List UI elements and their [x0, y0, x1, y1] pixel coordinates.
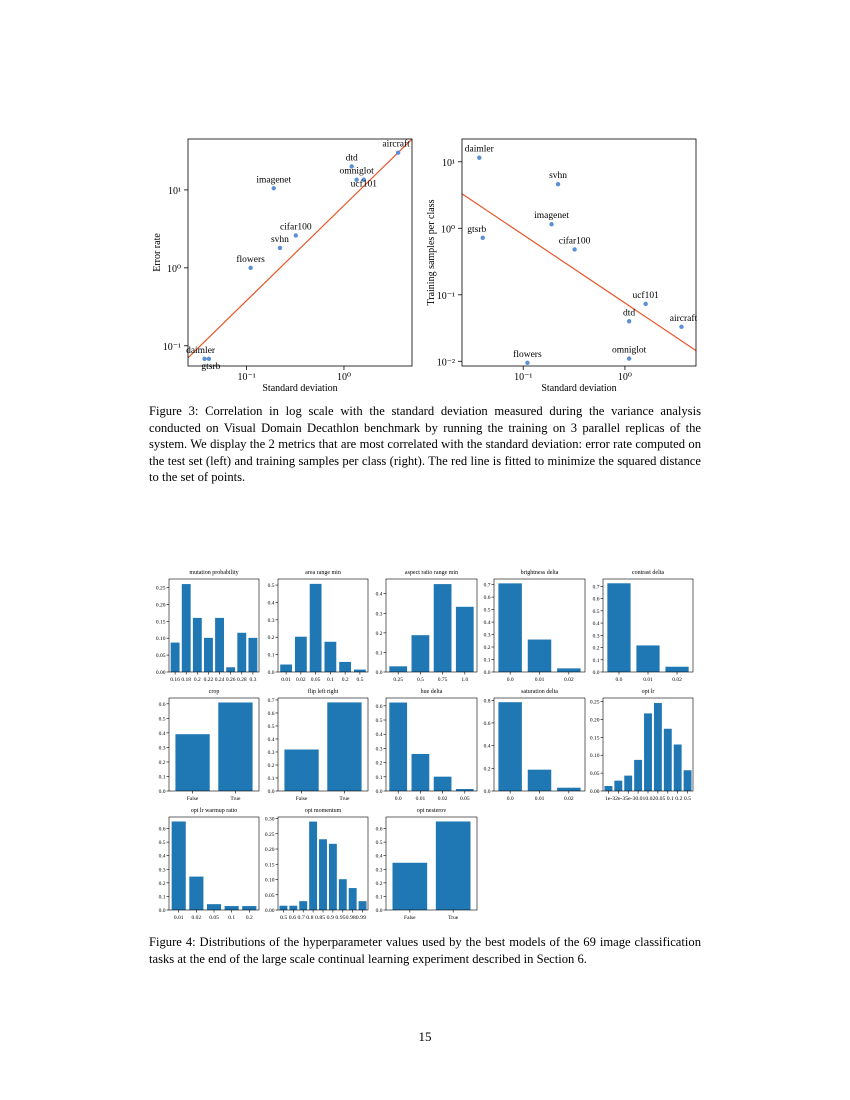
point-label: omniglot [339, 166, 374, 177]
y-tick-label: 0.0 [483, 789, 491, 795]
x-tick-label: 0.16 [170, 677, 180, 683]
point-label: aircraft [669, 313, 698, 324]
y-tick-label: 0.4 [375, 732, 383, 739]
x-tick-label: 0.01 [534, 796, 545, 802]
x-tick-label: 0.02 [564, 677, 574, 683]
y-tick-label: 0.3 [267, 749, 275, 756]
y-tick-label: 0.2 [158, 759, 166, 766]
y-tick-label: 0.25 [264, 831, 275, 838]
y-tick-label: 0.05 [155, 653, 166, 660]
y-tick-label: 0.5 [375, 840, 383, 847]
bar [218, 703, 252, 791]
subplot-title: aspect ratio range min [404, 570, 459, 576]
bar [327, 702, 361, 791]
x-tick-label: 0.18 [181, 677, 192, 683]
scatter-point [627, 356, 631, 360]
y-tick-label: 0.0 [375, 789, 383, 795]
point-label: svhn [270, 234, 289, 245]
y-tick-label: 0.4 [267, 736, 275, 743]
x-tick-label: 0.0 [615, 677, 623, 683]
point-label: dtd [623, 308, 636, 319]
y-tick-label: 0.6 [158, 701, 166, 708]
bar [557, 788, 580, 791]
y-tick-label: 0.2 [483, 766, 491, 773]
bar [171, 643, 180, 672]
point-label: imagenet [256, 175, 292, 186]
axes-frame [462, 139, 696, 366]
bar [604, 786, 612, 791]
y-tick-label: 10⁻² [436, 357, 455, 369]
x-tick-label: 0.3 [249, 677, 257, 683]
bar [284, 750, 318, 791]
x-tick-label: 0.28 [236, 677, 247, 683]
y-tick-label: 10¹ [442, 157, 455, 169]
point-label: gtsrb [467, 224, 487, 235]
x-tick-label: False [295, 796, 308, 802]
y-tick-label: 0.2 [158, 880, 166, 887]
x-tick-label: 0.02 [191, 915, 202, 921]
bar [248, 638, 257, 672]
point-label: dtd [345, 153, 358, 164]
figure-3-caption: Figure 3: Correlation in log scale with the standard deviation measured during the variance analysis conducted on Visual Domain Decathlon benchmark by running the training on 3 parallel replicas of the system. We display the 2 metrics that are most correlated with the standard deviation: error rate computed on the test set (left) and training samples per class (right). The red line is fitted to minimize the squared distance to the set of points. [149, 404, 701, 484]
y-tick-label: 0.7 [592, 584, 600, 591]
y-tick-label: 0.3 [483, 632, 491, 639]
bar [393, 863, 428, 910]
y-tick-label: 0.0 [158, 908, 166, 914]
y-tick-label: 10⁰ [166, 263, 181, 275]
y-tick-label: 0.0 [483, 670, 491, 676]
y-tick-label: 0.6 [267, 710, 275, 717]
subplot-title: opt momentum [304, 808, 342, 814]
scatter-point [396, 151, 400, 155]
point-label: imagenet [534, 211, 569, 222]
y-tick-label: 0.1 [158, 894, 166, 901]
bar [624, 776, 632, 791]
y-tick-label: 0.1 [375, 894, 383, 901]
x-tick-label: 0.0 [506, 677, 514, 683]
bar [456, 607, 474, 672]
y-tick-label: 0.25 [589, 699, 600, 706]
x-tick-label: 0.01 [415, 796, 426, 802]
x-tick-label: 0.2 [193, 677, 201, 683]
y-tick-label: 0.6 [592, 596, 600, 603]
bar [289, 906, 297, 910]
bar [189, 877, 203, 910]
bar [528, 640, 551, 672]
bar [434, 777, 452, 791]
scatter-point [481, 236, 485, 240]
bar [654, 703, 662, 791]
bar [354, 670, 366, 672]
y-tick-label: 0.2 [267, 635, 275, 642]
y-tick-label: 0.1 [158, 774, 166, 781]
x-tick-label: 0.0 [394, 796, 402, 802]
scatter-point [477, 156, 481, 160]
bar [412, 635, 430, 672]
y-tick-label: 0.0 [267, 670, 275, 676]
y-tick-label: 0.0 [375, 908, 383, 914]
point-label: svhn [549, 171, 568, 182]
y-tick-label: 0.20 [155, 602, 166, 609]
point-label: cifar100 [279, 222, 312, 233]
x-tick-label: 0.26 [225, 677, 236, 683]
y-tick-label: 0.00 [589, 789, 600, 795]
bar [339, 662, 351, 672]
y-tick-label: 0.25 [155, 585, 166, 592]
bar [225, 906, 239, 910]
point-label: cifar100 [558, 236, 591, 247]
bar [175, 734, 209, 791]
bar [359, 901, 367, 910]
y-tick-label: 0.6 [158, 826, 166, 833]
y-tick-label: 0.10 [155, 636, 166, 643]
y-tick-label: 0.1 [483, 657, 491, 664]
y-tick-label: 0.3 [158, 745, 166, 752]
y-tick-label: 10⁰ [440, 224, 455, 236]
y-tick-label: 0.1 [267, 652, 275, 659]
bar [389, 703, 407, 791]
bar [674, 745, 682, 792]
y-tick-label: 0.5 [267, 583, 275, 590]
bar [237, 633, 246, 672]
x-tick-label: 0.0 [506, 796, 514, 802]
y-tick-label: 0.0 [267, 789, 275, 795]
bar [498, 583, 521, 672]
x-tick-label: True [448, 915, 459, 921]
y-tick-label: 0.5 [158, 716, 166, 723]
fit-line [188, 139, 412, 358]
bar [310, 584, 322, 672]
y-tick-label: 0.3 [375, 611, 383, 618]
y-tick-label: 0.6 [375, 826, 383, 833]
y-tick-label: 0.4 [483, 743, 491, 750]
scatter-point [549, 222, 553, 226]
scatter-point [272, 186, 276, 190]
y-tick-label: 0.30 [264, 816, 275, 823]
scatter-point [202, 357, 206, 361]
y-axis-label: Error rate [152, 233, 163, 272]
bar [644, 713, 652, 791]
x-tick-label: True [230, 796, 241, 802]
bar [498, 702, 521, 791]
x-tick-label: 0.05 [310, 677, 321, 683]
subplot-title: opt nesterov [416, 808, 447, 814]
x-tick-label: 0.01 [173, 915, 184, 921]
y-tick-label: 0.6 [483, 720, 491, 727]
point-label: flowers [236, 254, 265, 265]
y-tick-label: 0.5 [592, 608, 600, 615]
x-axis-label: Standard deviation [262, 383, 338, 394]
bar [614, 781, 622, 791]
bar [324, 642, 336, 672]
y-tick-label: 0.15 [589, 735, 600, 742]
y-tick-label: 0.15 [264, 862, 275, 869]
subplot-title: mutation probability [189, 570, 239, 576]
scatter-point [278, 246, 282, 250]
x-tick-label: 0.22 [203, 677, 214, 683]
x-tick-label: 0.01 [643, 677, 653, 683]
y-axis-label: Training samples per class [426, 199, 437, 306]
x-tick-label: 0.02 [437, 796, 448, 802]
y-tick-label: 0.4 [375, 591, 383, 598]
y-tick-label: 0.4 [592, 621, 600, 628]
point-label: daimler [186, 345, 216, 356]
y-tick-label: 0.4 [158, 853, 166, 860]
x-tick-label: 10⁰ [617, 372, 632, 383]
y-tick-label: 0.3 [267, 617, 275, 624]
y-tick-label: 0.3 [158, 867, 166, 874]
y-tick-label: 0.0 [158, 789, 166, 795]
x-tick-label: 0.25 [393, 677, 404, 683]
y-tick-label: 0.6 [375, 703, 383, 710]
y-tick-label: 10⁻¹ [162, 341, 181, 353]
bar [528, 770, 551, 791]
y-tick-label: 0.4 [267, 600, 275, 607]
x-tick-label: 0.24 [214, 677, 225, 683]
y-tick-label: 0.15 [155, 619, 166, 626]
y-tick-label: 0.20 [264, 847, 275, 854]
axes-frame [188, 139, 412, 366]
y-tick-label: 0.8 [483, 698, 491, 705]
bar [182, 584, 191, 672]
scatter-point [248, 266, 252, 270]
point-label: omniglot [611, 345, 647, 356]
x-tick-label: 0.05 [459, 796, 470, 802]
scatter-point [679, 325, 683, 329]
bar [299, 901, 307, 910]
y-tick-label: 0.2 [592, 645, 600, 652]
subplot-frame [278, 579, 368, 672]
x-tick-label: 10⁰ [336, 372, 351, 383]
bar [242, 906, 256, 910]
subplot-title: flip left right [307, 689, 339, 695]
bar [607, 583, 630, 672]
bar [215, 618, 224, 672]
y-tick-label: 0.2 [267, 762, 275, 769]
y-tick-label: 0.0 [375, 670, 383, 676]
x-tick-label: 0.01 [281, 677, 291, 683]
page-number: 15 [418, 1029, 432, 1044]
point-label: ucf101 [632, 290, 659, 301]
x-tick-label-row: 1e-32e-35e-30.010.020.05 0.1 0.2 0.5 [605, 796, 692, 802]
y-tick-label: 0.5 [158, 840, 166, 847]
y-tick-label: 0.1 [592, 657, 600, 664]
y-tick-label: 0.5 [267, 723, 275, 730]
y-tick-label: 0.00 [264, 908, 275, 914]
y-tick-label: 0.1 [375, 774, 383, 781]
x-tick-label: 0.2 [341, 677, 349, 683]
x-tick-label: 0.02 [672, 677, 682, 683]
y-tick-label: 0.10 [264, 877, 275, 884]
x-tick-label: 0.05 [209, 915, 219, 921]
bar [295, 637, 307, 672]
point-label: flowers [513, 349, 542, 360]
y-tick-label: 0.7 [267, 697, 275, 704]
x-tick-label: 0.02 [296, 677, 306, 683]
y-tick-label: 0.05 [589, 771, 600, 778]
bar [634, 760, 642, 791]
scatter-point [556, 182, 560, 186]
y-tick-label: 10⁻¹ [436, 290, 455, 302]
y-tick-label: 0.7 [483, 582, 491, 589]
point-label: gtsrb [201, 361, 221, 372]
y-tick-label: 0.6 [483, 595, 491, 602]
x-tick-label: True [339, 796, 350, 802]
x-tick-label: 0.1 [228, 915, 236, 921]
point-label: ucf101 [350, 179, 378, 190]
point-label: daimler [464, 144, 494, 155]
y-tick-label: 0.20 [589, 717, 600, 724]
y-tick-label: 0.2 [375, 630, 383, 637]
x-axis-label: Standard deviation [541, 383, 617, 394]
bar [557, 668, 580, 672]
x-tick-label: 0.5 [416, 677, 424, 683]
subplot-title: opt lr [641, 689, 655, 695]
scatter-point [643, 302, 647, 306]
bar [226, 667, 235, 672]
bar [329, 844, 337, 910]
subplot-title: area range min [305, 570, 341, 576]
y-tick-label: 0.1 [267, 775, 275, 782]
subplot-title: crop [208, 689, 220, 695]
bar [339, 879, 347, 910]
bar [436, 821, 471, 910]
x-tick-label: 0.5 [356, 677, 364, 683]
bar [434, 584, 452, 672]
y-tick-label: 10¹ [168, 185, 181, 197]
figure-4-caption: Figure 4: Distributions of the hyperparameter values used by the best models of the 69 image classification tasks at the end of the large scale continual learning experiment described in Section 6. [149, 935, 701, 966]
y-tick-label: 0.00 [155, 670, 166, 676]
x-tick-label: 1.0 [461, 677, 469, 683]
bar [664, 729, 672, 791]
bar [319, 839, 327, 910]
x-tick-label-row: 0.5 0.6 0.7 0.8 0.85 0.9 0.950.980.99 [280, 915, 367, 921]
bar [172, 821, 186, 910]
y-tick-label: 0.0 [592, 670, 600, 676]
y-tick-label: 0.10 [589, 753, 600, 760]
scatter-point [572, 247, 576, 251]
point-label: aircraft [382, 139, 410, 150]
y-tick-label: 0.3 [592, 633, 600, 640]
x-tick-label: 10⁻¹ [514, 372, 533, 383]
scatter-point [294, 233, 298, 237]
bar [665, 667, 688, 672]
x-tick-label: 10⁻¹ [237, 372, 256, 383]
y-tick-label: 0.2 [483, 645, 491, 652]
fit-line [462, 194, 696, 351]
bar [349, 888, 357, 910]
scatter-point [525, 361, 529, 365]
y-tick-label: 0.5 [483, 607, 491, 614]
y-tick-label: 0.2 [375, 880, 383, 887]
x-tick-label: 0.01 [534, 677, 545, 683]
y-tick-label: 0.4 [483, 620, 491, 627]
subplot-title: contrast delta [631, 570, 665, 576]
scatter-point [627, 319, 631, 323]
y-tick-label: 0.1 [375, 650, 383, 657]
bar [412, 754, 430, 791]
x-tick-label: False [404, 915, 416, 921]
y-tick-label: 0.4 [158, 730, 166, 737]
y-tick-label: 0.4 [375, 853, 383, 860]
subplot-title: opt lr warmup ratio [190, 808, 238, 814]
subplot-title: hue delta [420, 689, 443, 695]
bar [389, 666, 407, 672]
x-tick-label: 0.1 [326, 677, 334, 683]
x-tick-label: 0.02 [564, 796, 574, 802]
y-tick-label: 0.3 [375, 746, 383, 753]
bar [636, 645, 659, 672]
y-tick-label: 0.05 [264, 892, 275, 899]
scatter-point [207, 357, 211, 361]
subplot-title: saturation delta [521, 689, 558, 695]
y-tick-label: 0.2 [375, 760, 383, 767]
bar [279, 906, 287, 910]
x-tick-label: 0.75 [437, 677, 448, 683]
bar [309, 822, 317, 910]
y-tick-label: 0.3 [375, 867, 383, 874]
bar [207, 904, 221, 910]
y-tick-label: 0.5 [375, 718, 383, 725]
subplot-title: brightness delta [520, 570, 559, 576]
x-tick-label: 0.2 [245, 915, 253, 921]
bar [280, 665, 292, 672]
x-tick-label: False [186, 796, 199, 802]
bar [193, 618, 202, 672]
bar [684, 770, 692, 791]
bar [204, 638, 213, 672]
